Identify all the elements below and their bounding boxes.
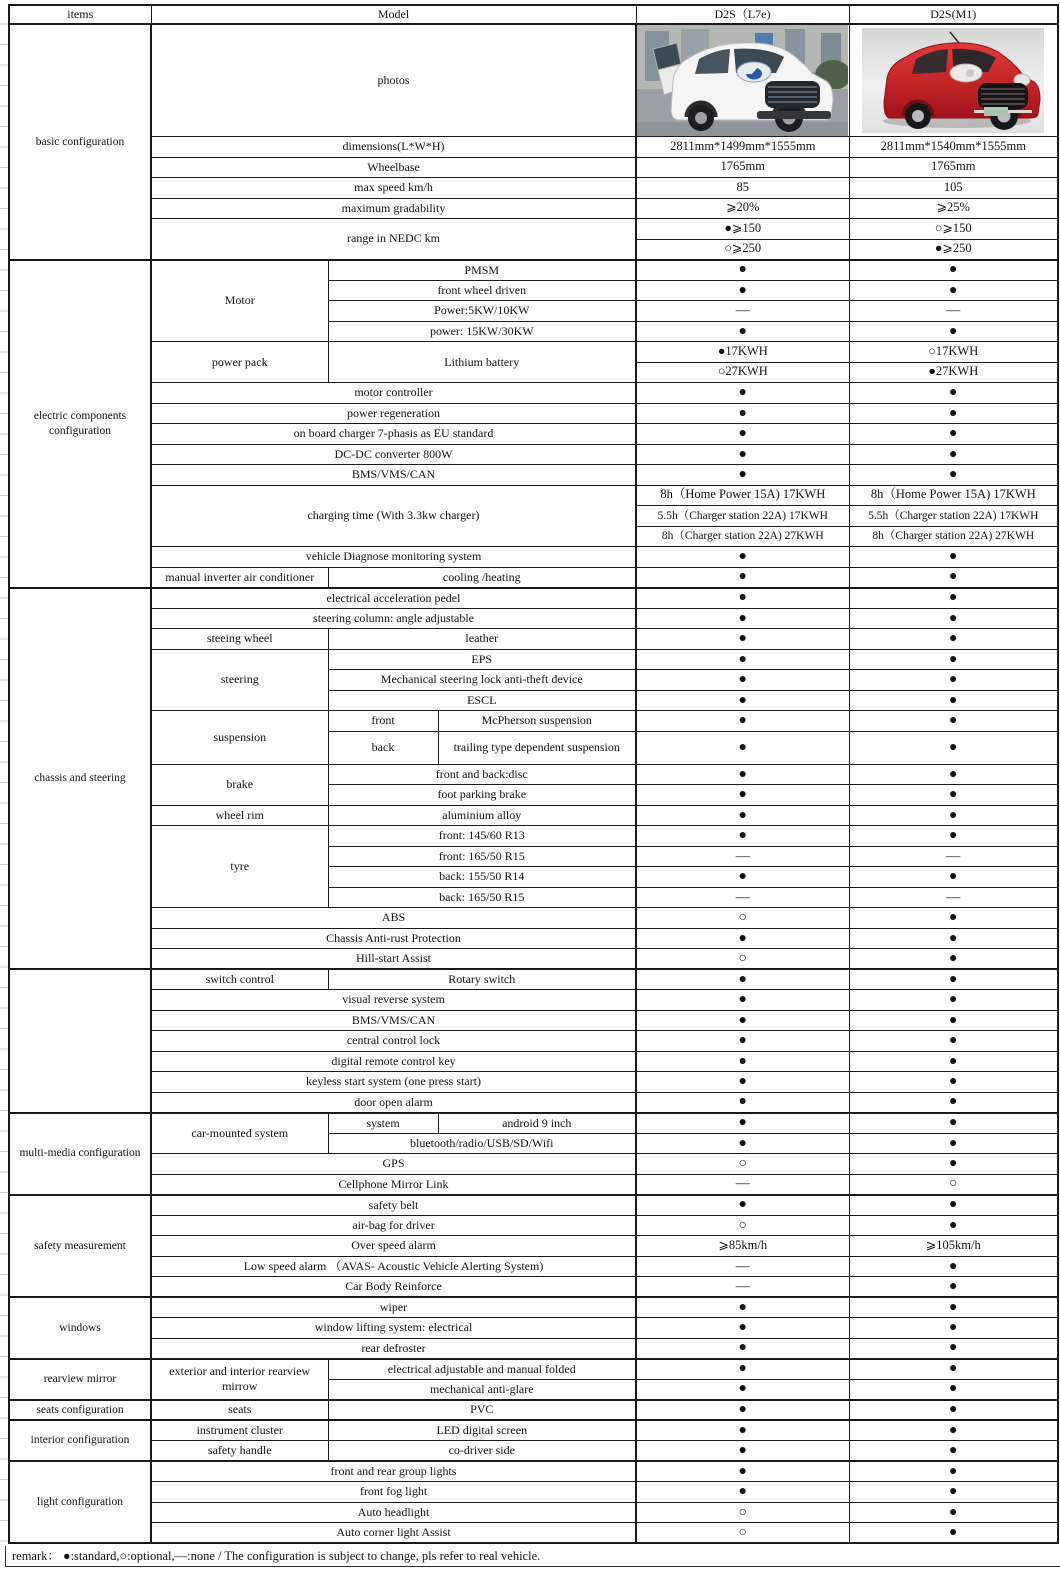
item-cell: tyre — [151, 826, 328, 908]
spec-row — [9, 157, 1058, 178]
value-cell: ⩾20% — [636, 198, 849, 219]
value-cell: ● — [849, 805, 1058, 826]
item-cell: co-driver side — [328, 1441, 636, 1462]
value-cell: ○ — [636, 1523, 849, 1544]
value-cell: ●⩾150 — [636, 219, 849, 240]
value-cell: ● — [636, 403, 849, 424]
category-cell: chassis and steering — [9, 588, 151, 970]
value-cell: ○ — [849, 1174, 1058, 1195]
value-cell: ● — [636, 1338, 849, 1359]
spec-row — [9, 219, 1058, 240]
item-cell: rear defroster — [151, 1338, 636, 1359]
value-cell: ● — [636, 1420, 849, 1441]
value-cell: ● — [849, 1256, 1058, 1277]
value-cell: 8h（Home Power 15A) 17KWH — [636, 485, 849, 506]
white-car-image — [637, 25, 848, 136]
item-cell: electrical adjustable and manual folded — [328, 1359, 636, 1380]
value-cell: 5.5h（Charger station 22A) 17KWH — [849, 506, 1058, 527]
value-cell: ●⩾250 — [849, 239, 1058, 260]
value-cell: ● — [636, 969, 849, 990]
value-cell: 8h（Charger station 22A) 27KWH — [636, 526, 849, 547]
value-cell: ● — [849, 383, 1058, 404]
value-cell: ● — [636, 465, 849, 486]
value-cell: ● — [636, 1010, 849, 1031]
item-cell: dimensions(L*W*H) — [151, 137, 636, 158]
spec-row — [9, 1256, 1058, 1277]
value-cell: ○ — [636, 1154, 849, 1175]
spec-row — [9, 949, 1058, 970]
spec-row — [9, 1400, 1058, 1421]
item-cell: foot parking brake — [328, 785, 636, 806]
item-cell: window lifting system: electrical — [151, 1318, 636, 1339]
value-cell: ● — [849, 1051, 1058, 1072]
header-items: items — [9, 5, 151, 24]
value-cell: ● — [636, 990, 849, 1011]
spec-row — [9, 1092, 1058, 1113]
item-cell: digital remote control key — [151, 1051, 636, 1072]
value-cell: — — [636, 301, 849, 322]
item-cell: exterior and interior rearview mirrow — [151, 1359, 328, 1400]
spec-row — [9, 990, 1058, 1011]
value-cell: ● — [636, 1031, 849, 1052]
spec-row — [9, 608, 1058, 629]
spec-row — [9, 1318, 1058, 1339]
value-cell: ● — [849, 785, 1058, 806]
item-cell: Car Body Reinforce — [151, 1277, 636, 1298]
item-cell: system — [328, 1113, 438, 1134]
value-cell: ⩾105km/h — [849, 1236, 1058, 1257]
value-cell: ● — [636, 1318, 849, 1339]
value-cell: ● — [849, 629, 1058, 650]
value-cell: — — [849, 887, 1058, 908]
value-cell: — — [849, 301, 1058, 322]
value-cell: ● — [636, 547, 849, 568]
spec-row — [9, 260, 1058, 281]
item-cell: Chassis Anti-rust Protection — [151, 928, 636, 949]
item-cell: switch control — [151, 969, 328, 990]
value-cell: ○17KWH — [849, 342, 1058, 363]
value-cell: ● — [849, 1338, 1058, 1359]
value-cell: 2811mm*1499mm*1555mm — [636, 137, 849, 158]
item-cell: power pack — [151, 342, 328, 383]
item-cell: range in NEDC km — [151, 219, 636, 260]
spec-row — [9, 1420, 1058, 1441]
value-cell: ● — [849, 1502, 1058, 1523]
value-cell: ● — [849, 1072, 1058, 1093]
remark-bar: remark： ●:standard,○:optional,—:none / The configuration is subject to change, pls refer to real vehicle. — [5, 1546, 1060, 1567]
category-cell: safety measurement — [9, 1195, 151, 1298]
value-cell: ● — [636, 1195, 849, 1216]
item-cell: power regeneration — [151, 403, 636, 424]
value-cell: ● — [849, 280, 1058, 301]
spec-row — [9, 1441, 1058, 1462]
value-cell: 85 — [636, 178, 849, 199]
item-cell: front and rear group lights — [151, 1461, 636, 1482]
spec-row — [9, 928, 1058, 949]
item-cell: front: 165/50 R15 — [328, 846, 636, 867]
item-cell: Hill-start Assist — [151, 949, 636, 970]
value-cell: 1765mm — [636, 157, 849, 178]
photo-cell-m1 — [849, 24, 1058, 137]
spec-row — [9, 649, 1058, 670]
spec-row — [9, 424, 1058, 445]
category-cell: basic configuration — [9, 24, 151, 260]
spec-row — [9, 342, 1058, 363]
item-cell: vehicle Diagnose monitoring system — [151, 547, 636, 568]
value-cell: — — [636, 1277, 849, 1298]
header-d2s-l7e: D2S（L7e) — [636, 5, 849, 24]
value-cell: ● — [849, 1461, 1058, 1482]
value-cell: ● — [636, 424, 849, 445]
spec-row — [9, 1502, 1058, 1523]
value-cell: ● — [849, 260, 1058, 281]
value-cell: 5.5h（Charger station 22A) 17KWH — [636, 506, 849, 527]
item-cell: manual inverter air conditioner — [151, 567, 328, 588]
spec-row — [9, 465, 1058, 486]
value-cell: ●17KWH — [636, 342, 849, 363]
spec-row — [9, 1154, 1058, 1175]
item-cell: photos — [151, 24, 636, 137]
item-cell: wheel rim — [151, 805, 328, 826]
value-cell: ○ — [636, 908, 849, 929]
item-cell: ESCL — [328, 690, 636, 711]
item-cell: Power:5KW/10KW — [328, 301, 636, 322]
category-cell: multi-media configuration — [9, 1113, 151, 1195]
value-cell: 8h（Charger station 22A) 27KWH — [849, 526, 1058, 547]
item-cell: safety belt — [151, 1195, 636, 1216]
item-cell: instrument cluster — [151, 1420, 328, 1441]
value-cell: ● — [849, 1318, 1058, 1339]
value-cell: ● — [849, 949, 1058, 970]
item-cell: Cellphone Mirror Link — [151, 1174, 636, 1195]
item-cell: air-bag for driver — [151, 1215, 636, 1236]
category-cell: seats configuration — [9, 1400, 151, 1421]
value-cell: ● — [636, 670, 849, 691]
value-cell: — — [636, 1174, 849, 1195]
value-cell: ● — [636, 1400, 849, 1421]
value-cell: ● — [849, 1133, 1058, 1154]
value-cell: ○⩾250 — [636, 239, 849, 260]
header-model: Model — [151, 5, 636, 24]
item-cell: front wheel driven — [328, 280, 636, 301]
value-cell: ● — [636, 1113, 849, 1134]
value-cell: ● — [636, 567, 849, 588]
item-cell: visual reverse system — [151, 990, 636, 1011]
value-cell: ● — [636, 629, 849, 650]
value-cell: ○27KWH — [636, 362, 849, 383]
value-cell: ● — [849, 321, 1058, 342]
value-cell: ● — [636, 321, 849, 342]
value-cell: — — [636, 887, 849, 908]
item-cell: front fog light — [151, 1482, 636, 1503]
category-cell: interior configuration — [9, 1420, 151, 1461]
spec-row — [9, 1215, 1058, 1236]
spec-row — [9, 1359, 1058, 1380]
item-cell: steering column: angle adjustable — [151, 608, 636, 629]
item-cell: front and back:disc — [328, 764, 636, 785]
spec-row — [9, 444, 1058, 465]
value-cell: ● — [636, 867, 849, 888]
value-cell: ● — [636, 1359, 849, 1380]
photo-cell-l7e — [636, 24, 849, 137]
value-cell: ● — [849, 908, 1058, 929]
value-cell: ● — [849, 403, 1058, 424]
item-cell: charging time (With 3.3kw charger) — [151, 485, 636, 547]
item-cell: aluminium alloy — [328, 805, 636, 826]
spec-row — [9, 383, 1058, 404]
value-cell: ● — [849, 1379, 1058, 1400]
value-cell: ⩾85km/h — [636, 1236, 849, 1257]
item-cell: Mechanical steering lock anti-theft device — [328, 670, 636, 691]
spec-row — [9, 1113, 1058, 1134]
spec-table-body — [9, 24, 1058, 1543]
spec-row — [9, 1461, 1058, 1482]
value-cell: ●27KWH — [849, 362, 1058, 383]
spec-row — [9, 629, 1058, 650]
category-cell — [9, 969, 151, 1113]
value-cell: 8h（Home Power 15A) 17KWH — [849, 485, 1058, 506]
value-cell: ● — [849, 731, 1058, 764]
spec-row — [9, 1195, 1058, 1216]
value-cell: ● — [636, 383, 849, 404]
spec-row — [9, 137, 1058, 158]
value-cell: ● — [849, 670, 1058, 691]
spec-row — [9, 588, 1058, 609]
value-cell: ● — [636, 260, 849, 281]
value-cell: ● — [636, 1072, 849, 1093]
car-photo-white — [637, 25, 849, 136]
spec-row — [9, 485, 1058, 506]
item-cell: back: 155/50 R14 — [328, 867, 636, 888]
value-cell: 2811mm*1540mm*1555mm — [849, 137, 1058, 158]
value-cell: ● — [849, 1195, 1058, 1216]
value-cell: ● — [636, 608, 849, 629]
value-cell: ● — [636, 1297, 849, 1318]
item-cell: brake — [151, 764, 328, 805]
item-cell: back — [328, 731, 438, 764]
value-cell: ● — [636, 690, 849, 711]
item-cell: GPS — [151, 1154, 636, 1175]
value-cell: ○ — [636, 949, 849, 970]
value-cell: ● — [849, 1359, 1058, 1380]
spec-row — [9, 969, 1058, 990]
value-cell: ● — [849, 764, 1058, 785]
item-cell: central control lock — [151, 1031, 636, 1052]
item-cell: maximum gradability — [151, 198, 636, 219]
value-cell: — — [849, 846, 1058, 867]
value-cell: ● — [849, 928, 1058, 949]
value-cell: ● — [849, 424, 1058, 445]
vehicle-spec-table — [8, 4, 1059, 1544]
spreadsheet-gutter — [0, 4, 8, 1549]
value-cell: ● — [849, 1441, 1058, 1462]
spec-row — [9, 1236, 1058, 1257]
item-cell: wiper — [151, 1297, 636, 1318]
value-cell: ● — [636, 1379, 849, 1400]
value-cell: ● — [636, 731, 849, 764]
item-cell: android 9 inch — [438, 1113, 636, 1134]
item-cell: max speed km/h — [151, 178, 636, 199]
item-cell: ABS — [151, 908, 636, 929]
value-cell: ○⩾150 — [849, 219, 1058, 240]
spec-row — [9, 178, 1058, 199]
item-cell: front — [328, 711, 438, 732]
item-cell: front: 145/60 R13 — [328, 826, 636, 847]
item-cell: trailing type dependent suspension — [438, 731, 636, 764]
item-cell: McPherson suspension — [438, 711, 636, 732]
value-cell: ● — [636, 764, 849, 785]
item-cell: PVC — [328, 1400, 636, 1421]
item-cell: power: 15KW/30KW — [328, 321, 636, 342]
value-cell: ● — [849, 1482, 1058, 1503]
value-cell: ● — [636, 711, 849, 732]
value-cell: ● — [849, 1154, 1058, 1175]
value-cell: ● — [636, 649, 849, 670]
spec-row — [9, 711, 1058, 732]
item-cell: BMS/VMS/CAN — [151, 465, 636, 486]
item-cell: keyless start system (one press start) — [151, 1072, 636, 1093]
header-d2s-m1: D2S(M1) — [849, 5, 1058, 24]
value-cell: ● — [849, 1113, 1058, 1134]
item-cell: BMS/VMS/CAN — [151, 1010, 636, 1031]
value-cell: ● — [849, 826, 1058, 847]
item-cell: safety handle — [151, 1441, 328, 1462]
item-cell: cooling /heating — [328, 567, 636, 588]
item-cell: LED digital screen — [328, 1420, 636, 1441]
item-cell: Lithium battery — [328, 342, 636, 383]
category-cell: windows — [9, 1297, 151, 1359]
spec-row — [9, 805, 1058, 826]
value-cell: ● — [636, 928, 849, 949]
spec-row — [9, 1174, 1058, 1195]
value-cell: ● — [849, 1010, 1058, 1031]
spec-row — [9, 198, 1058, 219]
item-cell: EPS — [328, 649, 636, 670]
item-cell: Low speed alarm （AVAS- Acoustic Vehicle Alerting System) — [151, 1256, 636, 1277]
value-cell: ● — [636, 1133, 849, 1154]
spec-row — [9, 1051, 1058, 1072]
value-cell: 105 — [849, 178, 1058, 199]
item-cell: Auto corner light Assist — [151, 1523, 636, 1544]
item-cell: mechanical anti-glare — [328, 1379, 636, 1400]
spec-row — [9, 1031, 1058, 1052]
category-cell: electric components configuration — [9, 260, 151, 588]
item-cell: electrical acceleration pedel — [151, 588, 636, 609]
value-cell: ● — [849, 1297, 1058, 1318]
item-cell: on board charger 7-phasis as EU standard — [151, 424, 636, 445]
header-row — [9, 5, 1058, 24]
item-cell: steering — [151, 649, 328, 711]
item-cell: steeing wheel — [151, 629, 328, 650]
spec-row — [9, 1297, 1058, 1318]
item-cell: leather — [328, 629, 636, 650]
value-cell: ● — [849, 465, 1058, 486]
spec-row — [9, 908, 1058, 929]
item-cell: motor controller — [151, 383, 636, 404]
value-cell: ● — [849, 588, 1058, 609]
spec-row — [9, 1482, 1058, 1503]
spec-row — [9, 547, 1058, 568]
value-cell: ● — [849, 1031, 1058, 1052]
item-cell: bluetooth/radio/USB/SD/Wifi — [328, 1133, 636, 1154]
value-cell: ● — [636, 444, 849, 465]
spec-row — [9, 1010, 1058, 1031]
value-cell: ● — [636, 1051, 849, 1072]
value-cell: ○ — [636, 1215, 849, 1236]
value-cell: ⩾25% — [849, 198, 1058, 219]
value-cell: ● — [636, 785, 849, 806]
value-cell: ● — [636, 1441, 849, 1462]
item-cell: suspension — [151, 711, 328, 765]
spec-row — [9, 1277, 1058, 1298]
value-cell: ● — [636, 280, 849, 301]
value-cell: ● — [636, 805, 849, 826]
value-cell: ● — [636, 588, 849, 609]
value-cell: 1765mm — [849, 157, 1058, 178]
value-cell: ● — [849, 1420, 1058, 1441]
value-cell: ● — [849, 1215, 1058, 1236]
spec-row — [9, 1072, 1058, 1093]
red-car-image — [862, 28, 1044, 133]
spec-row — [9, 826, 1058, 847]
value-cell: ● — [636, 1092, 849, 1113]
value-cell: ● — [849, 1523, 1058, 1544]
item-cell: Auto headlight — [151, 1502, 636, 1523]
item-cell: door open alarm — [151, 1092, 636, 1113]
value-cell: ● — [849, 990, 1058, 1011]
item-cell: Motor — [151, 260, 328, 342]
value-cell: ● — [849, 969, 1058, 990]
item-cell: PMSM — [328, 260, 636, 281]
value-cell: ● — [849, 547, 1058, 568]
value-cell: ● — [849, 1092, 1058, 1113]
value-cell: ● — [636, 1461, 849, 1482]
value-cell: ● — [849, 1400, 1058, 1421]
item-cell: seats — [151, 1400, 328, 1421]
item-cell: Over speed alarm — [151, 1236, 636, 1257]
car-photo-red — [850, 25, 1058, 136]
value-cell: ○ — [636, 1502, 849, 1523]
value-cell: ● — [636, 1482, 849, 1503]
category-cell: rearview mirror — [9, 1359, 151, 1400]
item-cell: Wheelbase — [151, 157, 636, 178]
item-cell: Rotary switch — [328, 969, 636, 990]
value-cell: ● — [849, 444, 1058, 465]
value-cell: ● — [849, 649, 1058, 670]
value-cell: ● — [849, 690, 1058, 711]
item-cell: car-mounted system — [151, 1113, 328, 1154]
value-cell: ● — [849, 608, 1058, 629]
spec-row — [9, 403, 1058, 424]
value-cell: ● — [849, 711, 1058, 732]
value-cell: — — [636, 846, 849, 867]
value-cell: ● — [849, 867, 1058, 888]
spec-row — [9, 1338, 1058, 1359]
item-cell: DC-DC converter 800W — [151, 444, 636, 465]
value-cell: ● — [849, 1277, 1058, 1298]
spec-row — [9, 764, 1058, 785]
item-cell: back: 165/50 R15 — [328, 887, 636, 908]
value-cell: — — [636, 1256, 849, 1277]
value-cell: ● — [636, 826, 849, 847]
value-cell: ● — [849, 567, 1058, 588]
spec-row — [9, 567, 1058, 588]
spec-row — [9, 24, 1058, 137]
spec-row — [9, 1523, 1058, 1544]
category-cell: light configuration — [9, 1461, 151, 1543]
